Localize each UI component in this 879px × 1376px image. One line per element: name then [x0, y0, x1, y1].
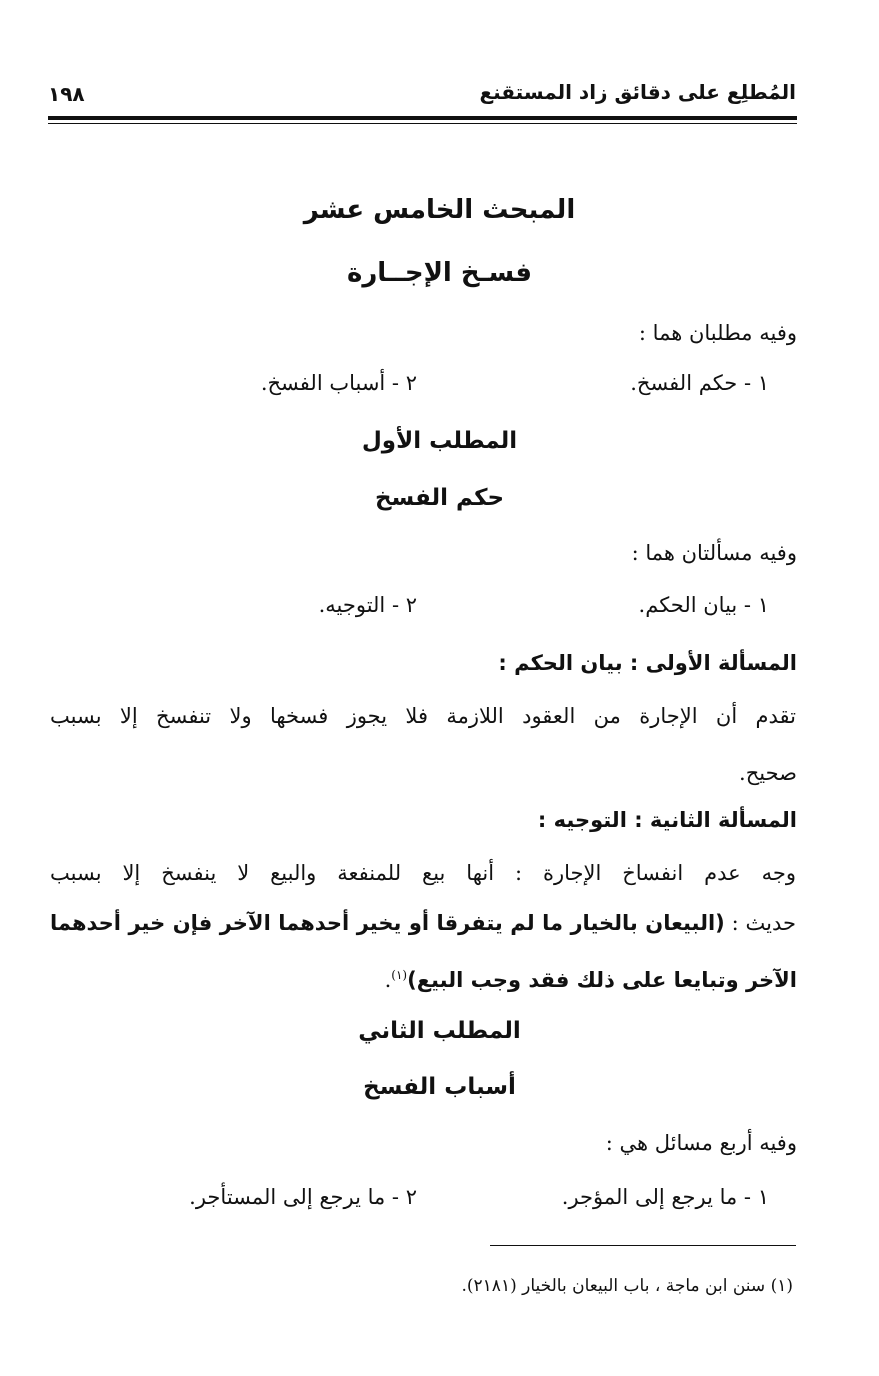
section-intro: وفيه مطلبان هما :	[638, 321, 797, 345]
question-1-text-line-1: تقدم أن الإجارة من العقود اللازمة فلا يجوز فسخها ولا تنفسخ إلا بسبب	[50, 704, 796, 728]
question-1-text-line-2: صحيح.	[739, 761, 797, 785]
matlab-1-subtitle: حكم الفسخ	[374, 485, 505, 511]
section-subtitle: فسـخ الإجــارة	[346, 258, 533, 288]
question-2-heading: المسألة الثانية : التوجيه :	[537, 808, 797, 832]
header-rule-thick	[48, 116, 797, 120]
header-rule-thin	[48, 123, 797, 124]
matlab-2-intro: وفيه أربع مسائل هي :	[605, 1131, 797, 1155]
footnote-rule	[490, 1245, 796, 1246]
book-title: المُطلِع على دقائق زاد المستقنع	[479, 80, 796, 104]
question-2-text-line-2	[50, 908, 796, 938]
hadith-quote-part-2: الآخر وتبايعا على ذلك فقد وجب البيع)	[407, 968, 797, 992]
footnote: (١) سنن ابن ماجة ، باب البيعان بالخيار (٢١٨١).	[461, 1276, 793, 1296]
matlab-2-title: المطلب الثاني	[358, 1018, 521, 1044]
matlab-1-item-2: ٢ - التوجيه.	[318, 593, 417, 617]
matlab-1-intro: وفيه مسألتان هما :	[631, 541, 797, 565]
section-item-1: ١ - حكم الفسخ.	[630, 371, 769, 395]
running-header	[48, 80, 796, 110]
footnote-ref: (١)	[391, 968, 408, 982]
question-2-text-line-1: وجه عدم انفساخ الإجارة : أنها بيع للمنفعة والبيع لا ينفسخ إلا بسبب	[50, 861, 796, 885]
question-1-heading: المسألة الأولى : بيان الحكم :	[498, 651, 797, 675]
matlab-1-item-1: ١ - بيان الحكم.	[638, 593, 769, 617]
question-2-text-line-3	[385, 960, 797, 995]
section-title: المبحث الخامس عشر	[303, 195, 576, 225]
matlab-2-item-1: ١ - ما يرجع إلى المؤجر.	[561, 1185, 769, 1209]
matlab-2-item-2: ٢ - ما يرجع إلى المستأجر.	[189, 1185, 417, 1209]
matlab-2-subtitle: أسباب الفسخ	[363, 1074, 516, 1100]
hadith-lead: حديث :	[724, 911, 796, 935]
sentence-end: .	[384, 968, 392, 992]
section-item-2: ٢ - أسباب الفسخ.	[260, 371, 417, 395]
page-number: ١٩٨	[48, 82, 85, 106]
matlab-1-title: المطلب الأول	[361, 428, 518, 454]
hadith-quote-part-1: (البيعان بالخيار ما لم يتفرقا أو يخير أحدهما الآخر فإن خير أحدهما	[50, 911, 725, 935]
